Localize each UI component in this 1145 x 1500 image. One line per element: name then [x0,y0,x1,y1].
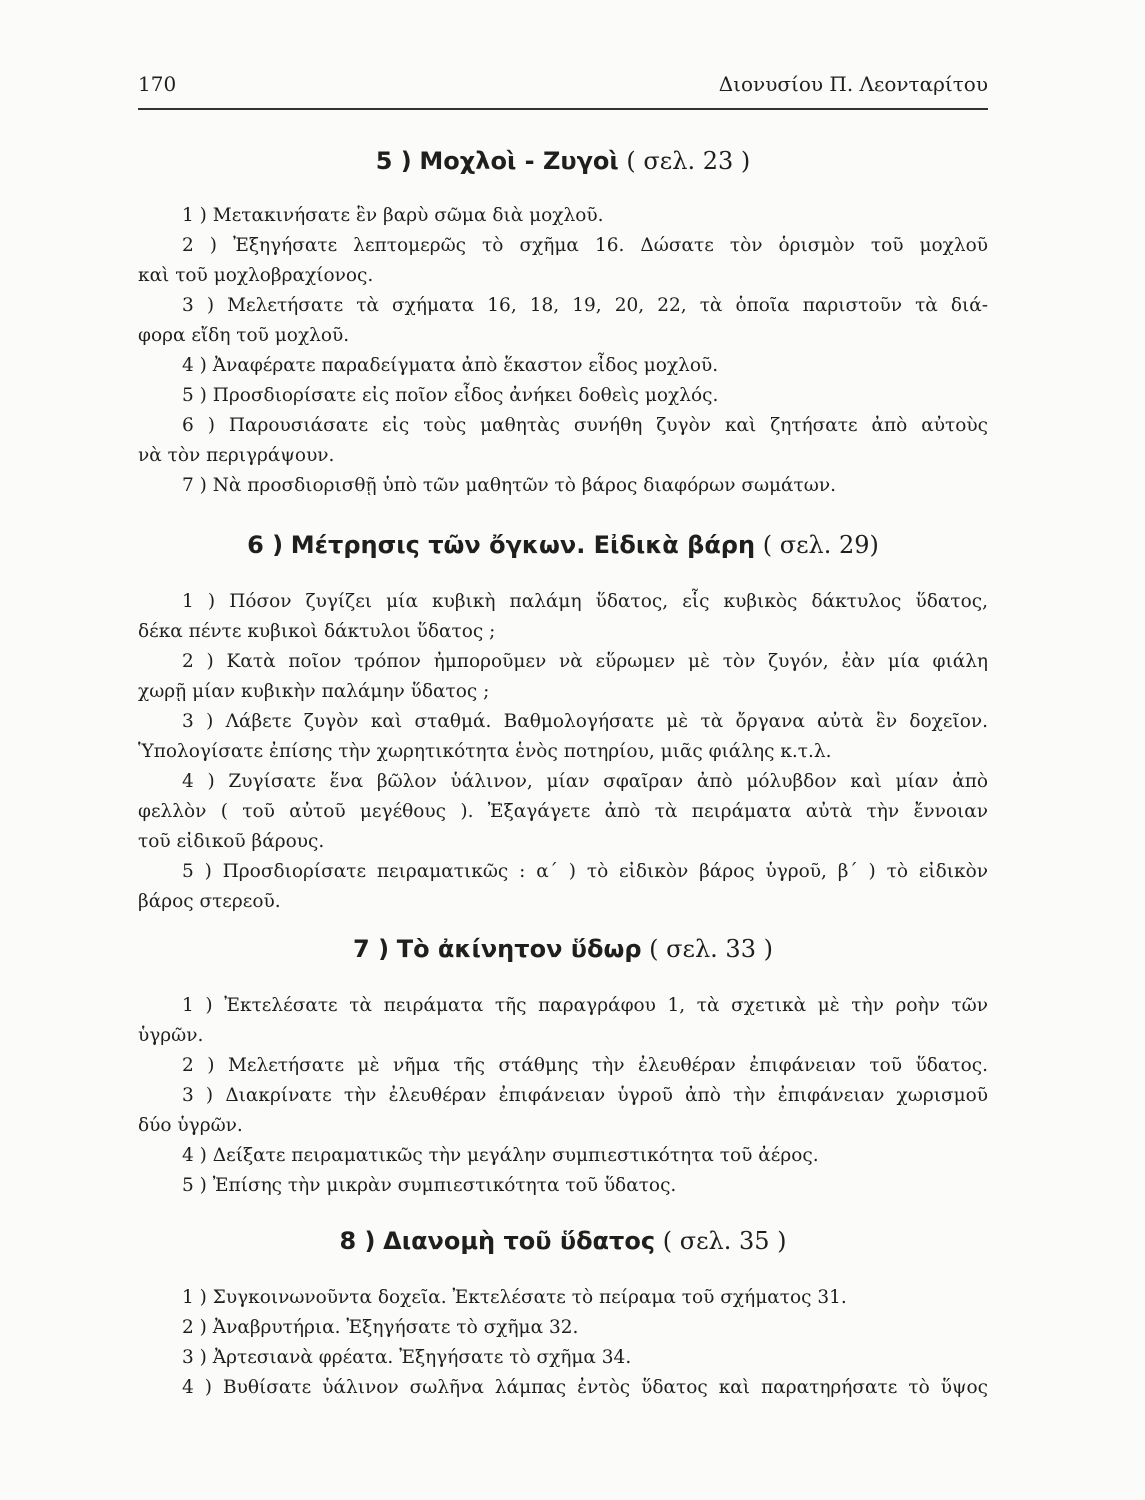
text-line: 3 ) Ἀρτεσιανὰ φρέατα. Ἐξηγήσατε τὸ σχῆμα 34. [182,1347,632,1368]
section-title: Διανομὴ τοῦ ὕδατος [383,1227,656,1255]
section-title: Μέτρησις τῶν ὄγκων. Εἰδικὰ βάρη [290,531,756,559]
text-line: 7 ) Νὰ προσδιορισθῇ ὑπὸ τῶν μαθητῶν τὸ βάρος διαφόρων σωμάτων. [182,475,836,496]
text-line: 4 ) Ἀναφέρατε παραδείγματα ἀπὸ ἕκαστον εἶδος μοχλοῦ. [182,355,719,376]
page-number: 170 [138,72,177,96]
text-line: τοῦ εἰδικοῦ βάρους. [138,831,325,852]
text-line: 5 ) Προσδιορίσατε πειραματικῶς : α΄ ) τὸ εἰδικὸν βάρος ὑγροῦ, β΄ ) τὸ εἰδικὸν [182,861,988,882]
header-rule [138,108,988,110]
text-line: 3 ) Μελετήσατε τὰ σχήματα 16, 18, 19, 20, 22, τὰ ὁποῖα παριστοῦν τὰ διά- [182,295,988,316]
text-line: βάρος στερεοῦ. [138,891,281,912]
text-line: 4 ) Βυθίσατε ὑάλινον σωλῆνα λάμπας ἐντὸς ὕδατος καὶ παρατηρήσατε τὸ ὕψος [182,1377,988,1398]
section-page-ref: ( σελ. 23 ) [626,147,751,175]
text-line: νὰ τὸν περιγράψουν. [138,445,335,466]
book-page [138,0,988,1500]
section-number: 7 ) [353,935,390,963]
section-page-ref: ( σελ. 35 ) [662,1227,787,1255]
text-line: 3 ) Διακρίνατε τὴν ἐλευθέραν ἐπιφάνειαν ὑγροῦ ἀπὸ τὴν ἐπιφάνειαν χωρισμοῦ [182,1085,988,1106]
text-line: 5 ) Προσδιορίσατε εἰς ποῖον εἶδος ἀνήκει δοθεὶς μοχλός. [182,385,719,406]
text-line: 2 ) Ἐξηγήσατε λεπτομερῶς τὸ σχῆμα 16. Δώσατε τὸν ὁρισμὸν τοῦ μοχλοῦ [182,235,988,256]
text-line: 2 ) Μελετήσατε μὲ νῆμα τῆς στάθμης τὴν ἐλευθέραν ἐπιφάνειαν τοῦ ὕδατος. [182,1055,988,1076]
text-line: 3 ) Λάβετε ζυγὸν καὶ σταθμά. Βαθμολογήσατε μὲ τὰ ὄργανα αὐτὰ ἓν δοχεῖον. [182,711,988,732]
text-line: φορα εἴδη τοῦ μοχλοῦ. [138,325,350,346]
text-line: 1 ) Πόσον ζυγίζει μία κυβικὴ παλάμη ὕδατος, εἷς κυβικὸς δάκτυλος ὕδατος, [182,591,988,612]
text-line: 2 ) Κατὰ ποῖον τρόπον ἠμποροῦμεν νὰ εὕρωμεν μὲ τὸν ζυγόν, ἐὰν μία φιάλη [182,651,988,672]
text-line: 5 ) Ἐπίσης τὴν μικρὰν συμπιεστικότητα τοῦ ὕδατος. [182,1175,677,1196]
text-line: 1 ) Μετακινήσατε ἓν βαρὺ σῶμα διὰ μοχλοῦ. [182,205,604,226]
text-line: 1 ) Συγκοινωνοῦντα δοχεῖα. Ἐκτελέσατε τὸ πείραμα τοῦ σχήματος 31. [182,1287,847,1308]
text-line: Ὑπολογίσατε ἐπίσης τὴν χωρητικότητα ἑνὸς ποτηρίου, μιᾶς φιάλης κ.τ.λ. [138,741,832,762]
text-line: χωρῇ μίαν κυβικὴν παλάμην ὕδατος ; [138,681,490,702]
text-line: ὑγρῶν. [138,1025,204,1046]
text-line: 6 ) Παρουσιάσατε εἰς τοὺς μαθητὰς συνήθη ζυγὸν καὶ ζητήσατε ἀπὸ αὐτοὺς [182,415,988,436]
text-line: 4 ) Ζυγίσατε ἕνα βῶλον ὑάλινον, μίαν σφαῖραν ἀπὸ μόλυβδον καὶ μίαν ἀπὸ [182,771,988,792]
running-header [138,72,988,102]
section-heading-7 [138,934,988,964]
section-page-ref: ( σελ. 33 ) [649,935,773,963]
text-line: 2 ) Ἀναβρυτήρια. Ἐξηγήσατε τὸ σχῆμα 32. [182,1317,579,1338]
section-page-ref: ( σελ. 29) [762,531,879,559]
section-number: 6 ) [247,531,284,559]
section-number: 8 ) [339,1227,376,1255]
text-line: δέκα πέντε κυβικοὶ δάκτυλοι ὕδατος ; [138,621,496,642]
text-line: 1 ) Ἐκτελέσατε τὰ πειράματα τῆς παραγράφου 1, τὰ σχετικὰ μὲ τὴν ροὴν τῶν [182,995,988,1016]
section-heading-5 [138,146,988,176]
section-heading-8 [138,1226,988,1256]
text-line: φελλὸν ( τοῦ αὐτοῦ μεγέθους ). Ἐξαγάγετε ἀπὸ τὰ πειράματα αὐτὰ τὴν ἔννοιαν [138,801,988,822]
section-title: Τὸ ἀκίνητον ὕδωρ [396,935,642,963]
section-number: 5 ) [375,147,412,175]
text-line: 4 ) Δείξατε πειραματικῶς τὴν μεγάλην συμπιεστικότητα τοῦ ἀέρος. [182,1145,819,1166]
section-heading-6 [138,530,988,560]
running-author: Διονυσίου Π. Λεονταρίτου [718,72,988,96]
text-line: καὶ τοῦ μοχλοβραχίονος. [138,265,374,286]
section-title: Μοχλοὶ - Ζυγοὶ [419,147,619,175]
text-line: δύο ὑγρῶν. [138,1115,243,1136]
